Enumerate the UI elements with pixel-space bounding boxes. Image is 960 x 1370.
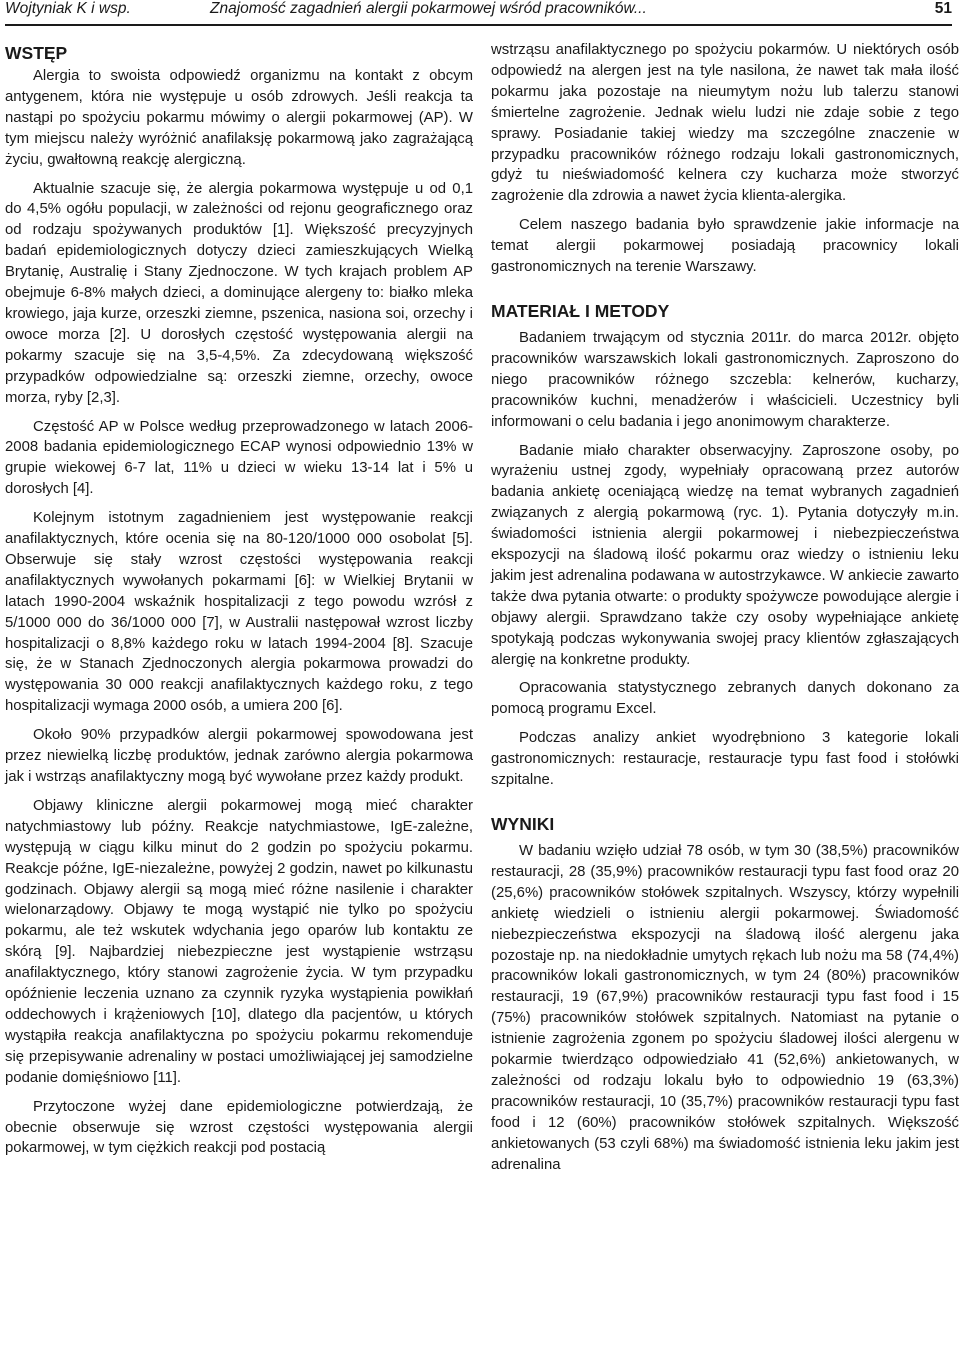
paragraph: Celem naszego badania było sprawdzenie jakie informacje na temat alergii pokarmowej posiadają pracownicy lokali gastronomicznych na terenie Warszawy.: [491, 217, 959, 276]
paragraph: Kolejnym istotnym zagadnieniem jest występowanie reakcji anafilaktycznych, które ocenia się na 80-120/1000 000 osobolat [5]. Obserwuje się stały wzrost częstości występowania reakcji anafilaktycznych wywołanych pokarmami [6]: w Wielkiej Brytanii w latach 1990-2004 wskaźnik hospitalizacji z tego powodu wzrósł z 5/1000 000 do 36/1000 000 [7], w Australii następował wzrost liczby hospitalizacji o 8,8% każdego roku w latach 1994-2004 [8]. Szacuje się, że w Stanach Zjednoczonych alergia pokarmowa prowadzi do występowania 30 000 reakcji anafilaktycznych każdego roku, z tego hospitalizacji wymaga 2000 osób, a umiera 200 [6].: [5, 510, 473, 715]
paragraph: Opracowania statystycznego zebranych danych dokonano za pomocą programu Excel.: [491, 680, 959, 718]
header-rule: [5, 24, 952, 26]
page-header: [5, 0, 952, 22]
paragraph: Badaniem trwającym od stycznia 2011r. do marca 2012r. objęto pracowników warszawskich lokali gastronomicznych. Zaproszono do niego pracowników różnego szczebla: kelnerów, kucharzy, pracowników kuchni, menadżerów i właścicieli. Uczestnicy byli informowani o celu badania i jego anonimowym charakterze.: [491, 329, 959, 430]
paragraph: Około 90% przypadków alergii pokarmowej spowodowana jest przez niewielką liczbę produktów, jednak zarówno alergia pokarmowa jak i wstrząs anafilaktyczny mogą być wywołane przez każdy produkt.: [5, 727, 473, 785]
paragraph: Podczas analizy ankiet wyodrębniono 3 kategorie lokali gastronomicznych: restauracje, restauracje typu fast food i stołówki szpitalne.: [491, 730, 959, 789]
paragraph: Częstość AP w Polsce według przeprowadzonego w latach 2006-2008 badania epidemiologicznego ECAP wynosi odpowiednio 13% w grupie wiekowej 6-7 lat, 11% u dzieci w wieku 13-14 lat i 5% u dorosłych [4].: [5, 418, 473, 498]
section-heading-methods: MATERIAŁ I METODY: [491, 300, 670, 321]
paragraph: wstrząsu anafilaktycznego po spożyciu pokarmów. U niektórych osób odpowiedź na alergen jest na tyle nasilona, że nawet tak mała ilość pokarmu jaka pozostaje na nieumytym nożu lub talerzu stanowi śmiertelne zagrożenie. Jednak wielu ludzi nie zdaje sobie z tego sprawy. Posiadanie takiej wiedzy ma szczególne znaczenie w przypadku pracowników różnego rodzaju lokali gastronomicznych, gdyż tu nieświadomość kelnera czy kucharza może stworzyć zagrożenie dla zdrowia a nawet życia klienta-alergika.: [491, 42, 959, 205]
paragraph: Aktualnie szacuje się, że alergia pokarmowa występuje u od 0,1 do 4,5% ogółu populacji, w zależności od rejonu geograficznego oraz od rodzaju spożywanych produktów [1]. Większość precyzyjnych badań epidemiologicznych dotyczy dzieci zamieszkujących Wielką Brytanię, Australię i Stany Zjednoczone. W tych krajach problem AP obejmuje 6-8% małych dzieci, a dominujące alergeny to: białko mleka krowiego, jaja kurze, orzeszki ziemne, pszenica, nasiona soi, orzechy i owoce morza [2]. U dorosłych częstość występowania alergii na pokarmy szacuje się na 3,5-4,5%. Za zdecydowaną większość przypadków odpowiedzialne są: orzeszki ziemne, orzechy, owoce morza, ryby [2,3].: [5, 180, 473, 406]
page-number: 51: [934, 0, 952, 17]
section-heading-intro: WSTĘP: [5, 43, 68, 63]
section-heading-results: WYNIKI: [491, 814, 555, 834]
paragraph: Badanie miało charakter obserwacyjny. Zaproszone osoby, po wyrażeniu ustnej zgody, wypełniały opracowaną przez autorów badania ankietę oceniającą wiedzę na temat wybranych zagadnień związanych z alergią pokarmową (ryc. 1). Pytania dotyczyły m.in. świadomości istnienia alergii pokarmowej i niebezpieczeństwa ekspozycji na śladową ilość pokarmu oraz wiedzy o istnieniu leku jakim jest adrenalina podawana w autostrzykawce. W ankiecie zawarto także dwa pytania otwarte: o produkty spożywcze powodujące alergie i objawy alergii. Sprawdzano także czy osoby wypełniające ankietę spotykają podczas wykonywania swojej pracy klientów zgłaszających alergię na konkretne produkty.: [491, 442, 959, 668]
paragraph: Przytoczone wyżej dane epidemiologiczne potwierdzają, że obecnie obserwuje się wzrost częstości występowania alergii pokarmowej, w tym ciężkich reakcji pod postacią: [5, 1098, 473, 1157]
right-column: [491, 40, 959, 1184]
running-title: Znajomość zagadnień alergii pokarmowej wśród pracowników...: [210, 0, 647, 17]
running-authors: Wojtyniak K i wsp.: [5, 0, 131, 17]
left-column: [5, 40, 473, 1167]
paragraph: Objawy kliniczne alergii pokarmowej mogą mieć charakter natychmiastowy lub późny. Reakcje natychmiastowe, IgE-zależne, występują w ciągu kilku minut do 2 godzin po spożyciu pokarmu. Reakcje późne, IgE-niezależne, powyżej 2 godzin, nawet po kilkunastu godzinach. Objawy alergii są mogą mieć różne nasilenie i charakter wielonarządowy. Objawy te mogą wystąpić nie tylko po spożyciu pokarmu, ale też wskutek wdychania jego oparów lub kontaktu ze skórą [9]. Najbardziej niebezpieczne jest wystąpienie wstrząsu anafilaktycznego, który stanowi zagrożenie życia. W tym przypadku opóźnienie leczenia uznano za czynnik ryzyka wystąpienia powikłań oddechowych i krążeniowych [10], dlatego dla pacjentów, u których wystąpiła reakcja anafilaktyczna po spożyciu pokarmu rekomenduje się przepisywanie adrenaliny w postaci umożliwiającej jej samodzielne podanie domięśniowo [11].: [5, 797, 473, 1086]
paragraph: W badaniu wzięło udział 78 osób, w tym 30 (38,5%) pracowników restauracji, 28 (35,9%) pracowników restauracji typu fast food oraz 20 (25,6%) pracowników stołówek szpitalnych. Wszyscy, którzy wypełnili ankietę wiedzieli o istnieniu alergii pokarmowej. Świadomość niebezpieczeństwa ekspozycji na śladową ilość alergenu jaka pozostaje np. na niedokładnie umytych rękach lub nożu ma 58 (74,4%) pracowników lokali gastronomicznych, w tym 24 (80%) pracowników restauracji, 19 (67,9%) pracowników restauracji typu fast food i 15 (75%) pracowników stołówek szpitalnych. Natomiast na pytanie o istnienie zagrożenia zgonem po spożyciu śladowej ilości alergenu w pokarmie twierdząco odpowiedziało 41 (52,6%) ankietowanych, w zależności od rodzaju lokalu było to odpowiednio 19 (63,3%) pracowników restauracji, 10 (35,7%) pracowników restauracji typu fast food i 12 (60%) pracowników stołówek szpitalnych. Większość ankietowanych (53 czyli 68%) ma świadomość istnienia leku jakim jest adrenalina: [491, 843, 959, 1173]
paragraph: Alergia to swoista odpowiedź organizmu na kontakt z obcym antygenem, która nie występuje u osób zdrowych. Jeśli reakcja ta nastąpi po spożyciu pokarmu mówimy o alergii pokarmowej (AP). W tym miejscu należy wyróżnić anafilaksję pokarmową jako zagrażającą życiu, gwałtowną reakcję alergiczną.: [5, 68, 473, 168]
